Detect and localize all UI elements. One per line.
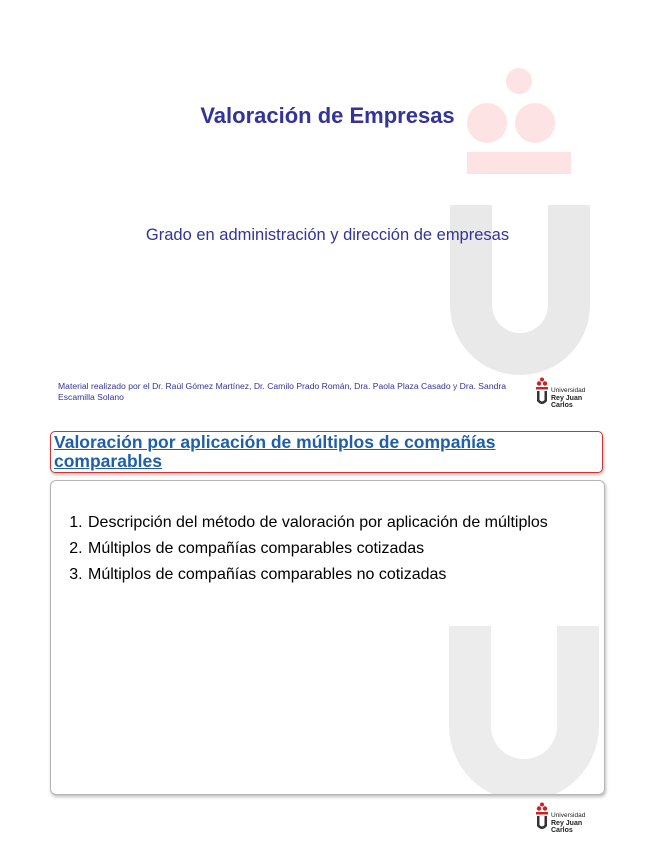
presentation-title: Valoración de Empresas <box>200 103 455 128</box>
list-item: 2. Múltiplos de compañías comparables cotizadas <box>87 539 587 559</box>
outline-list <box>58 513 587 591</box>
university-logo-bottom <box>535 802 605 832</box>
logo-line-1: Universidad <box>551 812 586 819</box>
list-item: 3. Múltiplos de compañías comparables no cotizadas <box>87 565 587 585</box>
author-credits: Material realizado por el Dr. Raúl Gómez Martínez, Dr. Camilo Prado Román, Dra. Paola Plaza Casado y Dra. Sandra Escamilla Solano <box>58 381 507 402</box>
watermark-u-shape <box>449 626 599 795</box>
logo-line-2: Rey Juan Carlos <box>551 819 583 834</box>
presentation-subtitle: Grado en administración y dirección de empresas <box>145 226 510 244</box>
university-logo-top <box>535 377 605 407</box>
university-emblem-icon <box>535 802 549 832</box>
university-emblem-icon <box>535 377 549 407</box>
logo-line-1: Universidad <box>551 387 586 394</box>
outline-box <box>50 480 605 795</box>
section-title: Valoración por aplicación de múltiplos de compañías comparables <box>50 431 603 473</box>
logo-line-2: Rey Juan Carlos <box>551 394 583 409</box>
list-item: 1. Descripción del método de valoración por aplicación de múltiplos <box>87 513 587 533</box>
